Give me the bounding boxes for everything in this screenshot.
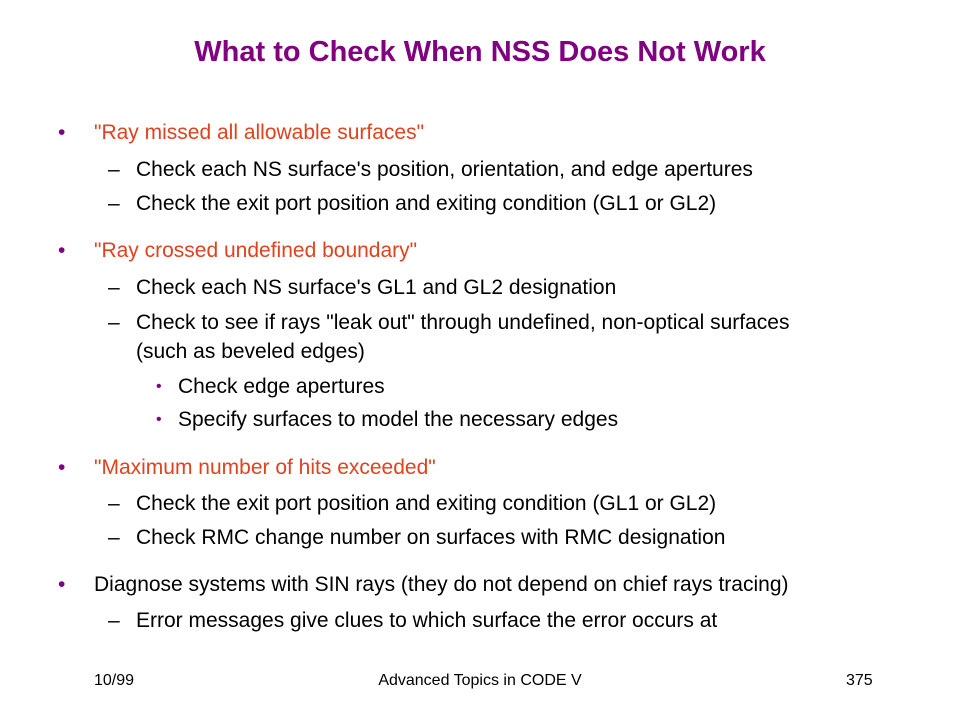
bullet-icon: • xyxy=(58,121,66,144)
dash-icon: – xyxy=(108,276,120,299)
dash-icon: – xyxy=(108,311,120,334)
footer-page-number: 375 xyxy=(846,672,873,689)
item-2-subsub-1: Check edge apertures xyxy=(178,375,385,398)
footer-date: 10/99 xyxy=(94,672,135,689)
dash-icon: – xyxy=(108,526,120,549)
item-1-heading: "Ray missed all allowable surfaces" xyxy=(94,121,425,144)
item-3-sub-1: Check the exit port position and exiting condition (GL1 or GL2) xyxy=(136,492,717,515)
item-2-subsub-2: Specify surfaces to model the necessary edges xyxy=(178,408,619,431)
bullet-icon: • xyxy=(58,573,66,596)
item-2-sub-1: Check each NS surface's GL1 and GL2 designation xyxy=(136,276,617,299)
slide-title: What to Check When NSS Does Not Work xyxy=(194,36,766,68)
dash-icon: – xyxy=(108,492,120,515)
item-3-sub-2: Check RMC change number on surfaces with RMC designation xyxy=(136,526,726,549)
item-2-sub-2-line-2: (such as beveled edges) xyxy=(136,340,365,363)
footer-course: Advanced Topics in CODE V xyxy=(378,672,582,689)
dash-icon: – xyxy=(108,609,120,632)
item-4-heading: Diagnose systems with SIN rays (they do not depend on chief rays tracing) xyxy=(94,573,789,596)
dash-icon: – xyxy=(108,192,120,215)
bullet-icon: • xyxy=(156,411,162,428)
item-4-sub-1: Error messages give clues to which surface the error occurs at xyxy=(136,609,718,632)
bullet-icon: • xyxy=(58,239,66,262)
dash-icon: – xyxy=(108,158,120,181)
item-2-heading: "Ray crossed undefined boundary" xyxy=(94,239,418,262)
bullet-icon: • xyxy=(156,378,162,395)
item-2-sub-2-line-1: Check to see if rays "leak out" through undefined, non-optical surfaces xyxy=(136,311,790,334)
item-3-heading: "Maximum number of hits exceeded" xyxy=(94,456,436,479)
item-1-sub-1: Check each NS surface's position, orientation, and edge apertures xyxy=(136,158,753,181)
bullet-icon: • xyxy=(58,456,66,479)
item-1-sub-2: Check the exit port position and exiting condition (GL1 or GL2) xyxy=(136,192,717,215)
